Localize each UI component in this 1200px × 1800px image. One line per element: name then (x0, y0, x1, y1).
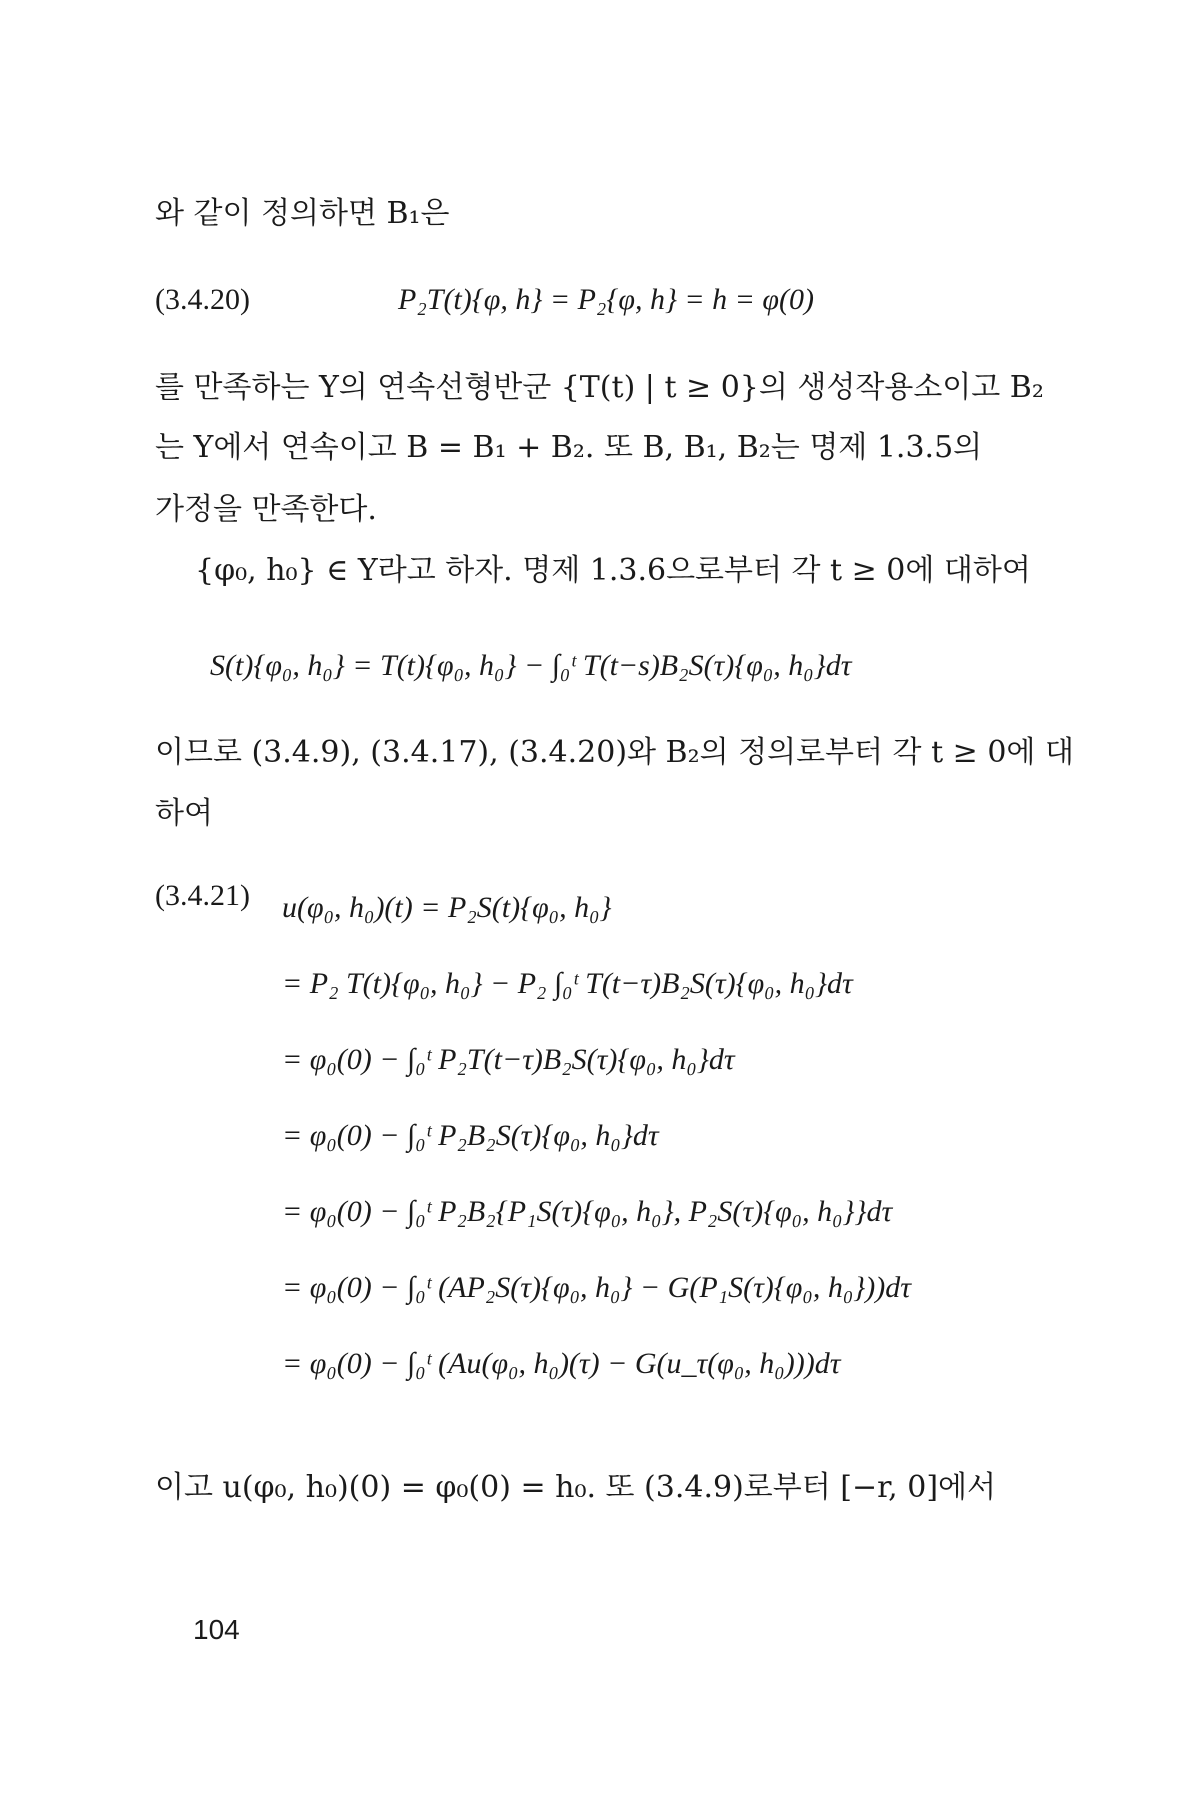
equation-line: = φ₀(0) − ∫₀ᵗ P₂B₂S(τ){φ₀, h₀}dτ (282, 1119, 659, 1152)
equation-line: = P₂ T(t){φ₀, h₀} − P₂ ∫₀ᵗ T(t−τ)B₂S(τ){φ₀, h₀}dτ (282, 967, 853, 1000)
paragraph-line: 하여 (155, 796, 213, 831)
equation-line: u(φ₀, h₀)(t) = P₂S(t){φ₀, h₀} (282, 891, 612, 924)
equation-line: = φ₀(0) − ∫₀ᵗ (Au(φ₀, h₀)(τ) − G(u_τ(φ₀, h₀)))dτ (282, 1347, 841, 1380)
equation-line: = φ₀(0) − ∫₀ᵗ P₂T(t−τ)B₂S(τ){φ₀, h₀}dτ (282, 1043, 735, 1076)
intro-line: 와 같이 정의하면 B₁은 (155, 196, 450, 231)
equation-body: P₂T(t){φ, h} = P₂{φ, h} = h = φ(0) (398, 283, 815, 316)
paragraph-line: 이고 u(φ₀, h₀)(0) = φ₀(0) = h₀. 또 (3.4.9)로부터 [−r, 0]에서 (155, 1470, 996, 1505)
paragraph-line: 를 만족하는 Y의 연속선형반군 {T(t) | t ≥ 0}의 생성작용소이고 B₂ (155, 370, 1044, 405)
paragraph-line: 가정을 만족한다. (155, 492, 377, 527)
equation-line: = φ₀(0) − ∫₀ᵗ P₂B₂{P₁S(τ){φ₀, h₀}, P₂S(τ){φ₀, h₀}}dτ (282, 1195, 893, 1228)
equation-number: (3.4.20) (155, 283, 250, 316)
display-equation: S(t){φ₀, h₀} = T(t){φ₀, h₀} − ∫₀ᵗ T(t−s)B₂S(τ){φ₀, h₀}dτ (210, 649, 852, 682)
paragraph-line: 는 Y에서 연속이고 B = B₁ + B₂. 또 B, B₁, B₂는 명제 1.3.5의 (155, 430, 983, 465)
equation-number: (3.4.21) (155, 879, 250, 912)
equation-block (282, 878, 911, 1394)
paragraph-line: 이므로 (3.4.9), (3.4.17), (3.4.20)와 B₂의 정의로부터 각 t ≥ 0에 대 (155, 735, 1074, 770)
paragraph-line: {φ₀, h₀} ∈ Y라고 하자. 명제 1.3.6으로부터 각 t ≥ 0에 대하여 (195, 553, 1031, 588)
page-number: 104 (193, 1614, 240, 1645)
equation-line: = φ₀(0) − ∫₀ᵗ (AP₂S(τ){φ₀, h₀} − G(P₁S(τ){φ₀, h₀}))dτ (282, 1271, 911, 1304)
